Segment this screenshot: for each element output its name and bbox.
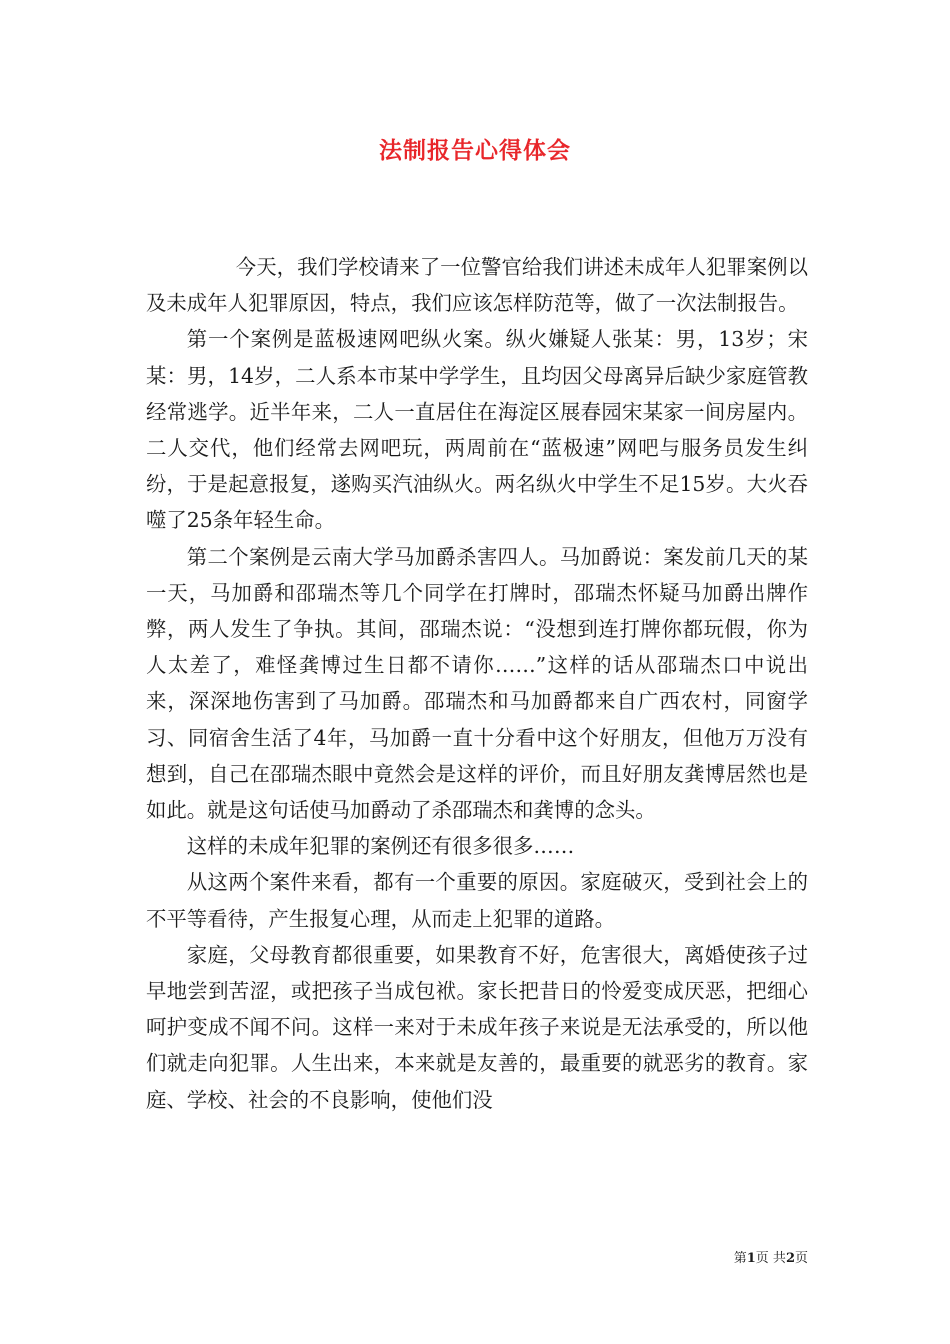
paragraph-family-education: 家庭，父母教育都很重要，如果教育不好，危害很大，离婚使孩子过早地尝到苦涩，或把孩子当成包袱。家长把昔日的怜爱变成厌恶，把细心呵护变成不闻不问。这样一来对于未成年孩子来说是无法承受的，所以他们就走向犯罪。人生出来，本来就是友善的，最重要的就恶劣的教育。家庭、学校、社会的不良影响，使他们没 bbox=[146, 942, 808, 1112]
document-body bbox=[146, 249, 808, 1118]
footer-total-pages: 2 bbox=[785, 1251, 795, 1266]
document-title: 法制报告心得体会 bbox=[379, 137, 571, 164]
paragraph-case-two: 第二个案例是云南大学马加爵杀害四人。马加爵说：案发前几天的某一天，马加爵和邵瑞杰等几个同学在打牌时，邵瑞杰怀疑马加爵出牌作弊，两人发生了争执。其间，邵瑞杰说：“没想到连打牌你都玩假，你为人太差了，难怪龚博过生日都不请你……”这样的话从邵瑞杰口中说出来，深深地伤害到了马加爵。邵瑞杰和马加爵都来自广西农村，同窗学习、同宿舍生活了4年，马加爵一直十分看中这个好朋友，但他万万没有想到，自己在邵瑞杰眼中竟然会是这样的评价，而且好朋友龚博居然也是如此。就是这句话使马加爵动了杀邵瑞杰和龚博的念头。 bbox=[146, 544, 808, 823]
paragraph-analysis: 从这两个案件来看，都有一个重要的原因。家庭破灭，受到社会上的不平等看待，产生报复心理，从而走上犯罪的道路。 bbox=[146, 870, 808, 931]
footer-middle: 页 共 bbox=[755, 1251, 786, 1266]
footer-prefix: 第 bbox=[733, 1251, 747, 1266]
paragraph-more-cases: 这样的未成年犯罪的案例还有很多很多…… bbox=[186, 834, 575, 859]
footer-suffix: 页 bbox=[794, 1251, 808, 1266]
paragraph-intro: 今天，我们学校请来了一位警官给我们讲述未成年人犯罪案例以及未成年人犯罪原因，特点，我们应该怎样防范等，做了一次法制报告。 bbox=[146, 255, 808, 316]
page-number-footer bbox=[734, 1247, 808, 1266]
paragraph-case-one: 第一个案例是蓝极速网吧纵火案。纵火嫌疑人张某：男，13岁；宋某：男，14岁，二人系本市某中学学生，且均因父母离异后缺少家庭管教经常逃学。近半年来，二人一直居住在海淀区展春园宋某家一间房屋内。二人交代，他们经常去网吧玩，两周前在“蓝极速”网吧与服务员发生纠纷，于是起意报复，遂购买汽油纵火。两名纵火中学生不足15岁。大火吞噬了25条年轻生命。 bbox=[146, 327, 808, 533]
footer-current-page: 1 bbox=[746, 1251, 756, 1266]
